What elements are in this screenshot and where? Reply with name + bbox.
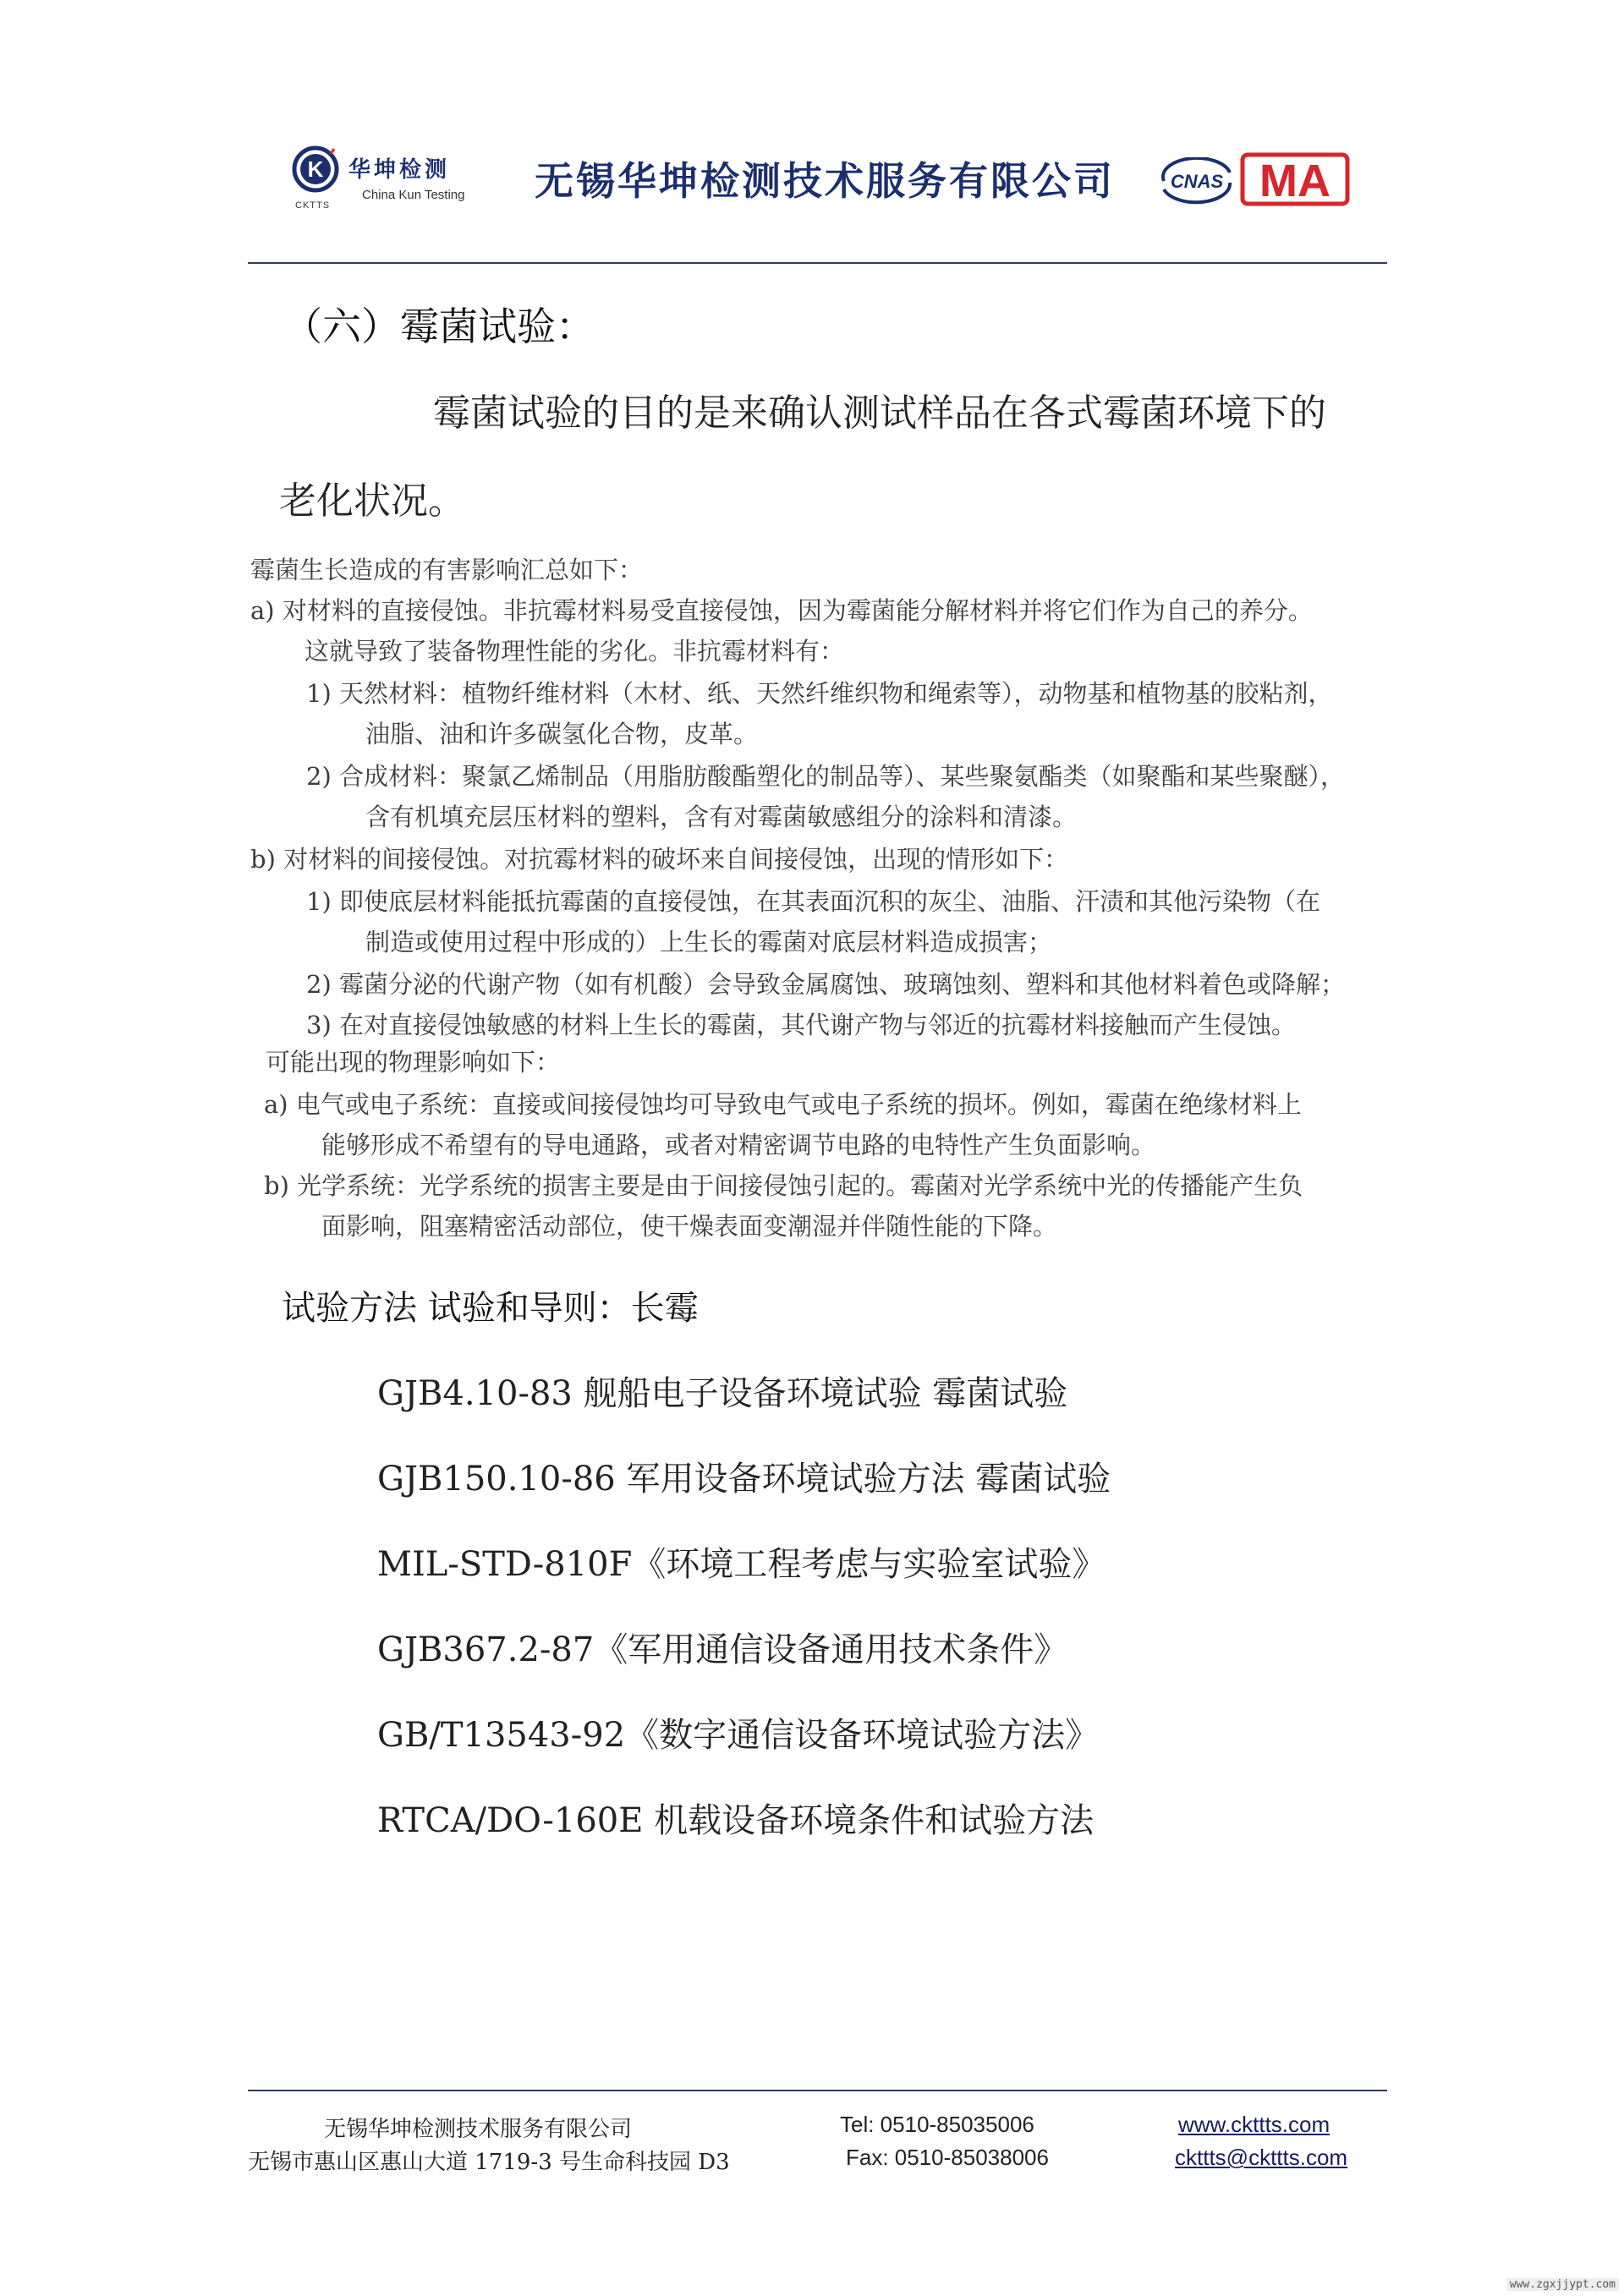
header-divider — [248, 262, 1387, 264]
footer-address: 无锡市惠山区惠山大道 1719-3 号生命科技园 D3 — [248, 2150, 730, 2175]
scan-line: b) 对材料的间接侵蚀。对抗霉材料的破坏来自间接侵蚀，出现的情形如下： — [250, 845, 1069, 874]
footer-company: 无锡华坤检测技术服务有限公司 — [324, 2117, 633, 2142]
logo-chinese-name: 华坤检测 — [348, 157, 451, 183]
methods-heading: 试验方法 试验和导则：长霉 — [282, 1289, 699, 1328]
footer-divider — [248, 2090, 1387, 2091]
standard-item: GJB367.2-87《军用通信设备通用技术条件》 — [377, 1630, 1068, 1669]
scan-line: b) 光学系统：光学系统的损害主要是由于间接侵蚀引起的。霉菌对光学系统中光的传播能产生负 — [264, 1171, 1303, 1200]
logo-english-name: China Kun Testing — [362, 188, 465, 202]
scan-line: a) 电气或电子系统：直接或间接侵蚀均可导致电气或电子系统的损坏。例如，霉菌在绝缘材料上 — [264, 1090, 1302, 1119]
logo-mark: K — [307, 156, 324, 182]
footer-website-link[interactable]: www.ckttts.com — [1178, 2112, 1330, 2137]
standard-item: GJB4.10-83 舰船电子设备环境试验 霉菌试验 — [377, 1374, 1068, 1413]
cnas-label: CNAS — [1170, 171, 1224, 192]
footer-fax: Fax: 0510-85038006 — [846, 2145, 1049, 2170]
cnas-logo-icon — [1159, 157, 1235, 205]
scan-line: 2) 合成材料：聚氯乙烯制品（用脂肪酸酯塑化的制品等）、某些聚氨酯类（如聚酯和某些聚醚）， — [306, 762, 1345, 791]
intro-paragraph-line-1: 霉菌试验的目的是来确认测试样品在各式霉菌环境下的 — [433, 392, 1326, 435]
company-title: 无锡华坤检测技术服务有限公司 — [535, 158, 1115, 204]
scan-line: 1) 即使底层材料能抵抗霉菌的直接侵蚀，在其表面沉积的灰尘、油脂、汗渍和其他污染物（在 — [306, 887, 1320, 916]
scan-line: 油脂、油和许多碳氢化合物，皮革。 — [365, 720, 759, 748]
footer-email-link[interactable]: ckttts@ckttts.com — [1175, 2145, 1348, 2170]
scan-line: a) 对材料的直接侵蚀。非抗霉材料易受直接侵蚀，因为霉菌能分解材料并将它们作为自己的养分。 — [250, 596, 1313, 625]
ckttts-logo-icon — [292, 145, 339, 193]
standard-item: GJB150.10-86 军用设备环境试验方法 霉菌试验 — [377, 1460, 1111, 1499]
footer-tel: Tel: 0510-85035006 — [840, 2112, 1034, 2137]
scan-line: 能够形成不希望有的导电通路，或者对精密调节电路的电特性产生负面影响。 — [321, 1131, 1156, 1159]
logo-abbreviation: CKTTS — [295, 200, 331, 211]
scan-line: 制造或使用过程中形成的）上生长的霉菌对底层材料造成损害； — [365, 928, 1053, 956]
cma-logo-icon — [1240, 151, 1350, 210]
standard-item: RTCA/DO-160E 机载设备环境条件和试验方法 — [377, 1801, 1095, 1840]
scan-line: 1) 天然材料：植物纤维材料（木材、纸、天然纤维织物和绳索等），动物基和植物基的胶粘剂， — [306, 679, 1333, 708]
scan-line: 2) 霉菌分泌的代谢产物（如有机酸）会导致金属腐蚀、玻璃蚀刻、塑料和其他材料着色或降解； — [306, 970, 1345, 999]
section-heading: （六）霉菌试验： — [283, 304, 595, 349]
scan-line: 3) 在对直接侵蚀敏感的材料上生长的霉菌，其代谢产物与邻近的抗霉材料接触而产生侵蚀。 — [306, 1011, 1296, 1039]
scan-line: 含有机填充层压材料的塑料，含有对霉菌敏感组分的涂料和清漆。 — [365, 803, 1078, 831]
scan-line: 面影响，阻塞精密活动部位，使干燥表面变潮湿并伴随性能的下降。 — [321, 1212, 1058, 1241]
intro-paragraph-line-2: 老化状况。 — [279, 479, 465, 523]
standard-item: GB/T13543-92《数字通信设备环境试验方法》 — [377, 1716, 1100, 1755]
watermark: www.zgxjjypt.com — [1506, 2278, 1619, 2291]
scan-line: 这就导致了装备物理性能的劣化。非抗霉材料有： — [304, 637, 845, 666]
scan-line: 霉菌生长造成的有害影响汇总如下： — [250, 556, 644, 584]
scan-line: 可能出现的物理影响如下： — [266, 1048, 561, 1077]
standard-item: MIL-STD-810F《环境工程考虑与实验室试验》 — [377, 1545, 1106, 1584]
cma-label: MA — [1259, 156, 1330, 206]
